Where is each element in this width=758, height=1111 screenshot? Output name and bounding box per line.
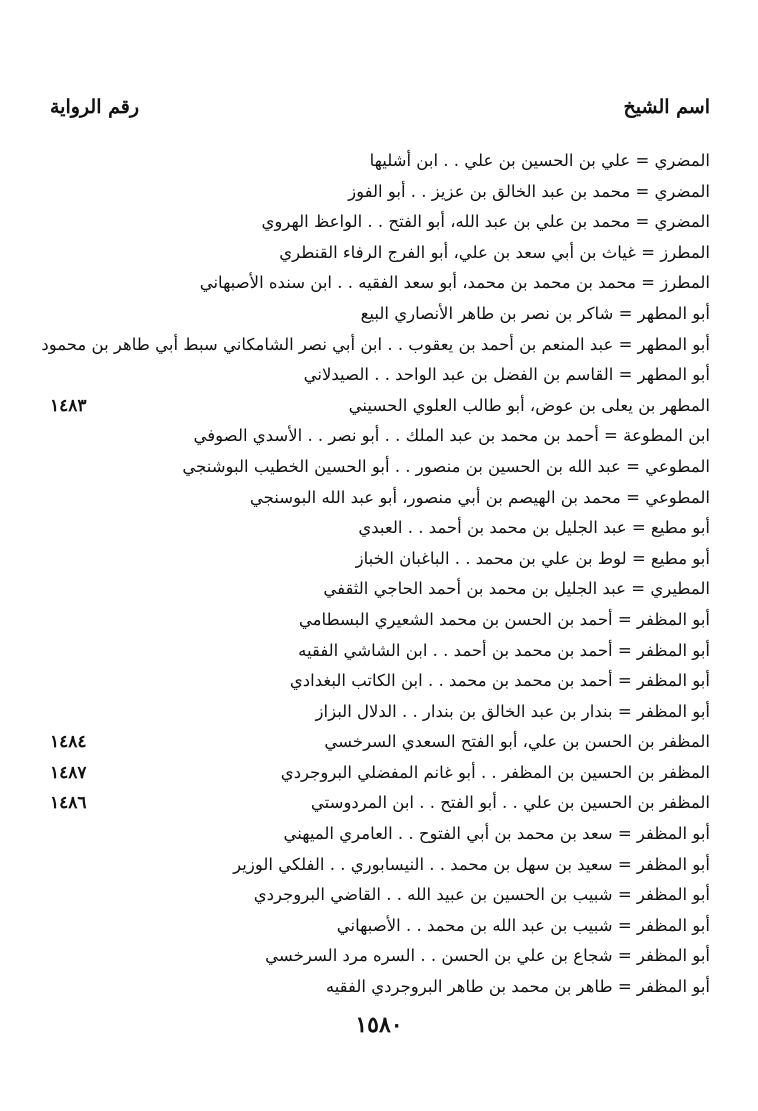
sheikh-name-heading: اسم الشيخ — [623, 96, 710, 118]
entry-text: أبو المظفر = أحمد بن محمد بن محمد . . ابن الكاتب البغدادي — [289, 671, 710, 691]
page-number: ١٥٨٠ — [355, 1012, 403, 1038]
entry-text: المطوعي = عبد الله بن الحسين بن منصور . . أبو الحسين الخطيب البوشنجي — [182, 456, 710, 476]
index-entry — [50, 483, 710, 514]
index-entry — [50, 146, 710, 177]
index-entry — [50, 513, 710, 544]
entry-text: أبو المظفر = أحمد بن محمد بن أحمد . . ابن الشاشي الفقيه — [298, 640, 710, 660]
entry-text: المظفر بن الحسين بن علي . . أبو الفتح . . ابن المردوستي — [310, 793, 710, 813]
index-entry — [50, 177, 710, 208]
index-entry — [50, 207, 710, 238]
index-entry — [50, 727, 710, 758]
index-entry — [50, 697, 710, 728]
index-entry — [50, 636, 710, 667]
entry-text: المضري = علي بن الحسين بن علي . . ابن أشليها — [369, 151, 710, 170]
index-entry — [50, 268, 710, 299]
index-entry — [50, 544, 710, 575]
narration-number: ١٤٨٣ — [50, 395, 87, 416]
index-entry — [50, 421, 710, 452]
entry-text: أبو المظفر = أحمد بن الحسن بن محمد الشعيري البسطامي — [298, 609, 710, 629]
index-entry — [50, 666, 710, 697]
entry-text: المضري = محمد بن عبد الخالق بن عزيز . . أبو الفوز — [348, 181, 710, 201]
narration-number: ١٤٨٤ — [50, 732, 87, 753]
entry-text: أبو مطيع = لوط بن علي بن محمد . . الباغبان الخباز — [355, 548, 710, 568]
index-entry — [50, 299, 710, 330]
index-entry — [50, 819, 710, 850]
entry-text: أبو المظفر = شبيب بن الحسين بن عبيد الله . . القاضي البروجردي — [253, 885, 710, 905]
narration-number: ١٤٨٧ — [50, 762, 87, 783]
entry-text: أبو المطهر = القاسم بن الفضل بن عبد الواحد . . الصيدلاني — [303, 365, 710, 385]
entry-text: أبو المطهر = شاكر بن نصر بن طاهر الأنصاري البيع — [360, 303, 710, 323]
entry-text: أبو المظفر = طاهر بن محمد بن طاهر البروجردي الفقيه — [325, 977, 710, 997]
index-entry — [50, 911, 710, 942]
index-entry — [50, 574, 710, 605]
index-entry — [50, 238, 710, 269]
index-entry — [50, 788, 710, 819]
entry-text: المظفر بن الحسن بن علي، أبو الفتح السعدي السرخسي — [324, 732, 710, 752]
page-header — [50, 96, 710, 124]
index-list — [41, 146, 710, 1003]
entry-text: المطهر بن يعلى بن عوض، أبو طالب العلوي الحسيني — [348, 395, 710, 415]
index-entry — [50, 758, 710, 789]
index-entry — [41, 330, 710, 361]
index-entry — [50, 605, 710, 636]
entry-text: أبو المظفر = شجاع بن علي بن الحسن . . السره مرد السرخسي — [265, 946, 710, 966]
entry-text: المطرز = محمد بن محمد بن محمد، أبو سعد الفقيه . . ابن سنده الأصبهاني — [199, 273, 710, 293]
index-entry — [50, 972, 710, 1003]
entry-text: أبو المطهر = عبد المنعم بن أحمد بن يعقوب . . ابن أبي نصر الشامكاني سبط أبي طاهر بن محمود — [41, 334, 710, 354]
entry-text: أبو المظفر = سعيد بن سهل بن محمد . . النيسابوري . . الفلكي الوزير — [233, 854, 710, 874]
entry-text: المظفر بن الحسين بن المظفر . . أبو غانم المفضلي البروجردي — [280, 762, 710, 782]
entry-text: المطرز = غياث بن أبي سعد بن علي، أبو الفرج الرفاء القنطري — [279, 242, 710, 262]
entry-text: أبو المظفر = سعد بن محمد بن أبي الفتوح . . العامري الميهني — [283, 824, 710, 844]
entry-text: المطوعي = محمد بن الهيصم بن أبي منصور، أبو عبد الله البوسنجي — [249, 487, 710, 507]
entry-text: المضري = محمد بن علي بن عبد الله، أبو الفتح . . الواعظ الهروي — [261, 212, 710, 232]
entry-text: أبو مطيع = عبد الجليل بن محمد بن أحمد . . العبدي — [358, 518, 710, 538]
entry-text: أبو المظفر = بندار بن عبد الخالق بن بندار . . الدلال البزاز — [315, 701, 710, 721]
index-entry — [50, 880, 710, 911]
index-entry — [50, 941, 710, 972]
entry-text: ابن المطوعة = أحمد بن محمد بن عبد الملك . . أبو نصر . . الأسدي الصوفي — [193, 426, 710, 446]
index-entry — [50, 360, 710, 391]
narration-number: ١٤٨٦ — [50, 793, 87, 814]
entry-text: أبو المظفر = شبيب بن عبد الله بن محمد . . الأصبهاني — [336, 915, 710, 935]
index-entry — [50, 452, 710, 483]
entry-text: المطيري = عبد الجليل بن محمد بن أحمد الحاجي الثقفي — [323, 579, 710, 599]
narration-number-heading: رقم الرواية — [50, 96, 139, 118]
index-entry — [50, 850, 710, 881]
index-entry — [50, 391, 710, 422]
